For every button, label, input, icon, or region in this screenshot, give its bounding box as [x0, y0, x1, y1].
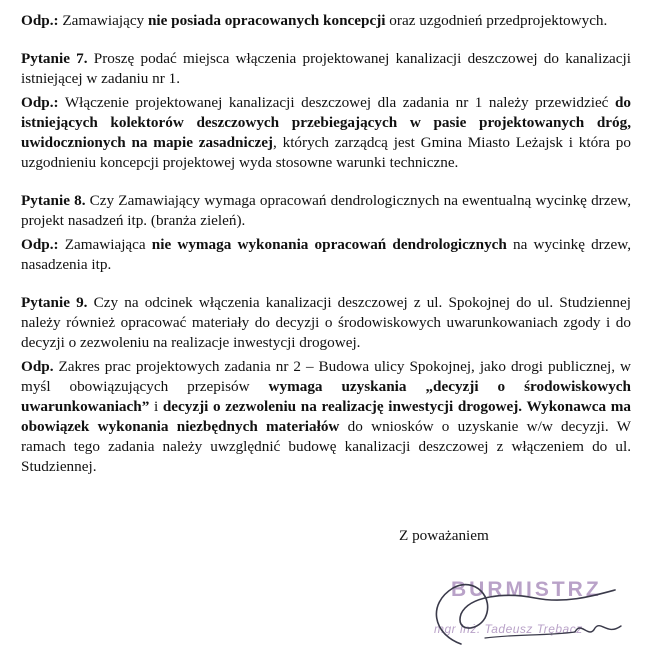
answer-label: Odp.: — [21, 94, 59, 111]
answer-label: Odp.: — [21, 12, 59, 29]
stamp-name: mgr inż. Tadeusz Trębacz — [434, 622, 583, 636]
letter-body — [21, 11, 631, 477]
question-label: Pytanie 9. — [21, 294, 88, 311]
question-9: Pytanie 9. Czy na odcinek włączenia kanalizacji deszczowej z ul. Spokojnej do ul. Studziennej należy również opracować materiały do decyzji o środowiskowych uwarunkowaniach zgody i do decyzji o zezwoleniu na realizacje inwestycji drogowej. — [21, 294, 631, 351]
answer-8: Odp.: Zamawiająca nie wymaga wykonania opracowań dendrologicznych na wycinkę drzew, nasadzenia itp. — [21, 236, 631, 273]
answer-9: Odp. Zakres prac projektowych zadania nr 2 – Budowa ulicy Spokojnej, jako drogi publicznej, w myśl obowiązujących przepisów wymaga uzyskania „decyzji o środowiskowych uwarunkowaniach” i decyzji o zezwoleniu na realizację inwestycji drogowej. Wykonawca ma obowiązek wykonania niezbędnych materiałów do wniosków o uzyskanie w/w decyzji. W ramach tego zadania należy uwzględnić budowę kanalizacji deszczowej z włączeniem do ul. Studziennej. — [21, 358, 632, 475]
question-8: Pytanie 8. Czy Zamawiający wymaga opracowań dendrologicznych na ewentualną wycinkę drzew, projekt nasadzeń itp. (branża zieleń). — [21, 192, 631, 229]
question-label: Pytanie 7. — [21, 50, 88, 67]
answer-label: Odp. — [21, 358, 54, 375]
stamp-title: BURMISTRZ — [451, 578, 602, 601]
question-7: Pytanie 7. Proszę podać miejsca włączenia projektowanej kanalizacji deszczowej do kanalizacji istniejącej w zadaniu nr 1. — [21, 50, 631, 87]
signature-stamp — [425, 574, 635, 654]
answer-6: Odp.: Zamawiający nie posiada opracowanych koncepcji oraz uzgodnień przedprojektowych. — [21, 12, 608, 29]
handwritten-signature — [425, 574, 635, 654]
answer-7: Odp.: Włączenie projektowanej kanalizacji deszczowej dla zadania nr 1 należy przewidzieć do istniejących kolektorów deszczowych przebiegających w pasie projektowanych dróg, uwidocznionych na mapie zasadniczej, których zarządcą jest Gmina Miasto Leżajsk i która po uzgodnieniu koncepcji projektowej wyda stosowne warunki techniczne. — [21, 94, 631, 171]
closing-salutation: Z poważaniem — [399, 527, 489, 544]
question-label: Pytanie 8. — [21, 192, 86, 209]
answer-label: Odp.: — [21, 236, 59, 253]
